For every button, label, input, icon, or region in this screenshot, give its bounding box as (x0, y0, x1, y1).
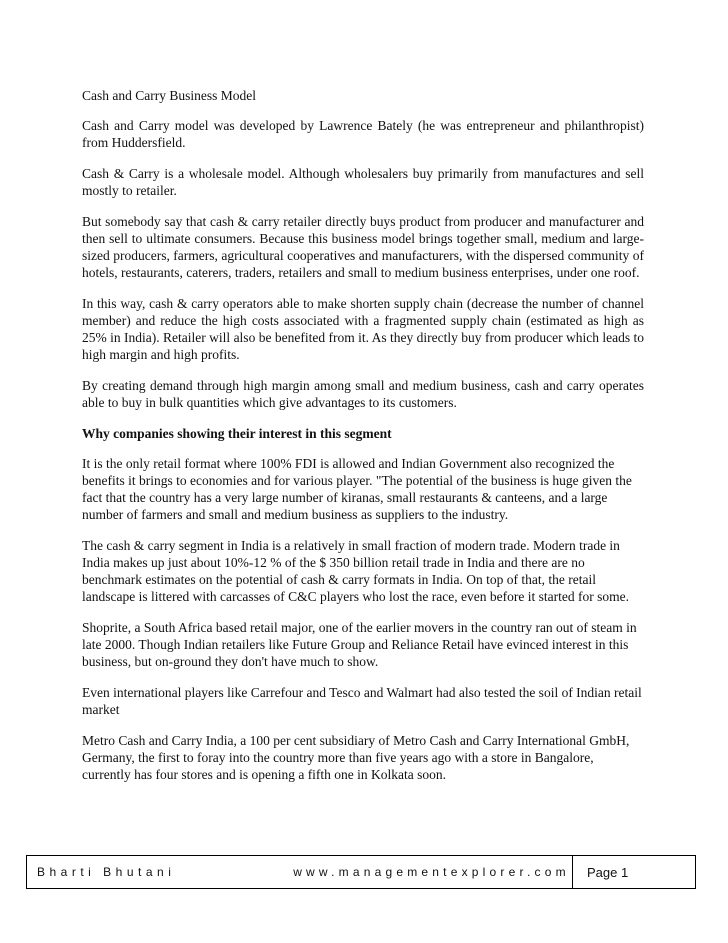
paragraph: By creating demand through high margin among small and medium business, cash and carry operates able to buy in bulk quantities which give advantages to its customers. (82, 378, 644, 410)
paragraph: Cash & Carry is a wholesale model. Although wholesalers buy primarily from manufactures and sell mostly to retailer. (82, 166, 644, 198)
paragraph: In this way, cash & carry operators able to make shorten supply chain (decrease the number of channel member) and reduce the high costs associated with a fragmented supply chain (estimated as high as 25% in India). Retailer will also be benefited from it. As they directly buy from producer which leads to high margin and high profits. (82, 296, 644, 362)
footer-author: Bharti Bhutani (37, 865, 176, 879)
paragraph: Even international players like Carrefour and Tesco and Walmart had also tested the soil of Indian retail market (82, 685, 642, 717)
page-footer (26, 855, 696, 889)
paragraph: Shoprite, a South Africa based retail major, one of the earlier movers in the country ran out of steam in late 2000. Though Indian retailers like Future Group and Reliance Retail have evinced interest in this business, but on-ground they don't have much to show. (82, 620, 637, 669)
paragraph: It is the only retail format where 100% FDI is allowed and Indian Government also recognized the benefits it brings to economies and for various player. "The potential of the business is huge given the fact that the country has a very large number of kiranas, small restaurants & canteens, and a large number of farmers and small and medium business as suppliers to the industry. (82, 456, 632, 522)
section-heading: Why companies showing their interest in this segment (82, 426, 392, 441)
paragraph: Cash and Carry model was developed by Lawrence Bately (he was entrepreneur and philanthropist) from Huddersfield. (82, 118, 644, 150)
paragraph: Metro Cash and Carry India, a 100 per cent subsidiary of Metro Cash and Carry International GmbH, Germany, the first to foray into the country more than five years ago with a store in Bangalore, currently has four stores and is opening a fifth one in Kolkata soon. (82, 733, 630, 782)
paragraph: But somebody say that cash & carry retailer directly buys product from producer and manufacturer and then sell to ultimate consumers. Because this business model brings together small, medium and large-sized producers, farmers, agricultural cooperatives and manufacturers, with the dispersed community of hotels, restaurants, caterers, traders, retailers and small to medium business enterprises, under one roof. (82, 214, 644, 280)
document-title: Cash and Carry Business Model (82, 88, 256, 103)
paragraph: The cash & carry segment in India is a relatively in small fraction of modern trade. Modern trade in India makes up just about 10%-12 % of the $ 350 billion retail trade in India and there are no benchmark estimates on the potential of cash & carry formats in India. On top of that, the retail landscape is littered with carcasses of C&C players who lost the race, even before it started for some. (82, 538, 629, 604)
footer-page-number: Page 1 (587, 864, 629, 880)
footer-website: www.managementexplorer.com (291, 856, 573, 888)
document-body (82, 87, 644, 797)
